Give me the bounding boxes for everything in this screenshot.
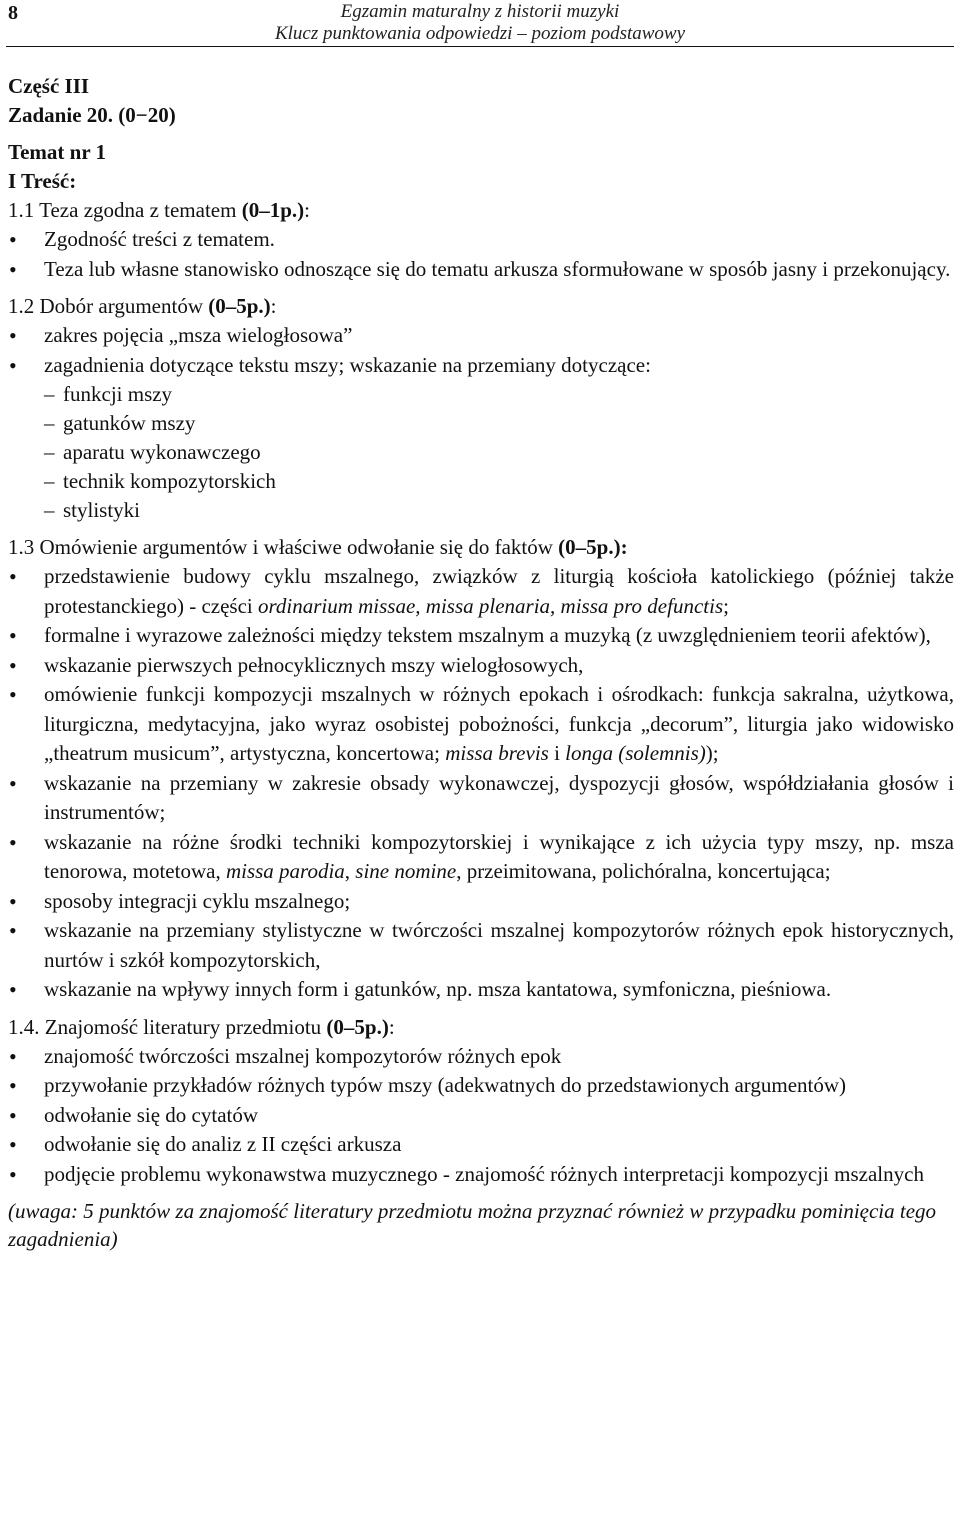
topic-heading: Temat nr 1	[8, 140, 107, 164]
list-item: • omówienie funkcji kompozycji mszalnych w różnych epokach i ośrodkach: funkcja sakralna, użytkowa, liturgiczna, medytacyjna, jako wyraz osobistej pobożności, funkcja „decorum”, liturgia jako widowisko „theatrum musicum”, artystyczna, koncertowa; missa brevis i longa (solemnis));	[8, 680, 954, 769]
list-item: • zagadnienia dotyczące tekstu mszy; wskazanie na przemiany dotyczące:	[8, 351, 954, 381]
list-item: • zakres pojęcia „msza wielogłosowa”	[8, 321, 954, 351]
task-heading: Zadanie 20. (0−20)	[8, 103, 176, 127]
dash-item: – aparatu wykonawczego	[44, 440, 261, 464]
list-item: • wskazanie na przemiany w zakresie obsady wykonawczej, dyspozycji głosów, współdziałania głosów i instrumentów;	[8, 769, 954, 828]
list-item: • przywołanie przykładów różnych typów mszy (adekwatnych do przedstawionych argumentów)	[8, 1071, 954, 1101]
list-item: • Teza lub własne stanowisko odnoszące się do tematu arkusza sformułowane w sposób jasny i przekonujący.	[8, 255, 954, 285]
list-item: • znajomość twórczości mszalnej kompozytorów różnych epok	[8, 1042, 954, 1072]
subsection-1-4-list	[8, 1042, 954, 1190]
page-header	[0, 0, 960, 46]
list-item: • odwołanie się do cytatów	[8, 1101, 954, 1131]
list-item: • Zgodność treści z tematem.	[8, 225, 954, 255]
list-item: • wskazanie na przemiany stylistyczne w twórczości mszalnej kompozytorów różnych epok historycznych, nurtów i szkół kompozytorskich,	[8, 916, 954, 975]
list-item: • odwołanie się do analiz z II części arkusza	[8, 1130, 954, 1160]
list-item: • wskazanie na różne środki techniki kompozytorskiej i wynikające z ich użycia typy mszy, np. msza tenorowa, motetowa, missa parodia, sine nomine, przeimitowana, polichóralna, koncertująca;	[8, 828, 954, 887]
header-title-line1: Egzamin maturalny z historii muzyki	[340, 1, 620, 22]
dash-item: – technik kompozytorskich	[44, 469, 276, 493]
subsection-1-3-list	[8, 562, 954, 1005]
part-heading: Część III	[8, 74, 90, 98]
document-body	[8, 72, 954, 1253]
dash-item: – stylistyki	[44, 498, 141, 522]
subsection-1-4-heading: 1.4. Znajomość literatury przedmiotu (0–5p.):	[8, 1014, 395, 1039]
subsection-1-1-list	[8, 225, 954, 284]
subsection-1-2-heading: 1.2 Dobór argumentów (0–5p.):	[8, 294, 277, 318]
list-item: • wskazanie na wpływy innych form i gatunków, np. msza kantatowa, symfoniczna, pieśniowa.	[8, 975, 954, 1005]
dash-item: – gatunków mszy	[44, 411, 196, 435]
list-item: • przedstawienie budowy cyklu mszalnego, związków z liturgią kościoła katolickiego (później także protestanckiego) - części ordinarium missae, missa plenaria, missa pro defunctis;	[8, 562, 954, 621]
section-heading: I Treść:	[8, 169, 77, 193]
list-item: • sposoby integracji cyklu mszalnego;	[8, 887, 954, 917]
dash-item: – funkcji mszy	[44, 382, 173, 406]
subsection-1-2-list	[8, 321, 954, 380]
subsection-1-1-heading: 1.1 Teza zgodna z tematem (0–1p.):	[8, 198, 310, 222]
header-divider	[6, 46, 954, 47]
header-title-line2: Klucz punktowania odpowiedzi – poziom podstawowy	[274, 23, 686, 44]
list-item: • formalne i wyrazowe zależności między tekstem mszalnym a muzyką (z uwzględnieniem teorii afektów),	[8, 621, 954, 651]
page-number: 8	[8, 2, 18, 24]
subsection-1-3-heading: 1.3 Omówienie argumentów i właściwe odwołanie się do faktów (0–5p.):	[8, 535, 628, 559]
list-item: • wskazanie pierwszych pełnocyklicznych mszy wielogłosowych,	[8, 651, 954, 681]
header-title	[255, 1, 705, 45]
note: (uwaga: 5 punktów za znajomość literatury przedmiotu można przyznać również w przypadku pominięcia tego zagadnienia)	[8, 1199, 937, 1251]
list-item: • podjęcie problemu wykonawstwa muzycznego - znajomość różnych interpretacji kompozycji mszalnych	[8, 1160, 954, 1190]
